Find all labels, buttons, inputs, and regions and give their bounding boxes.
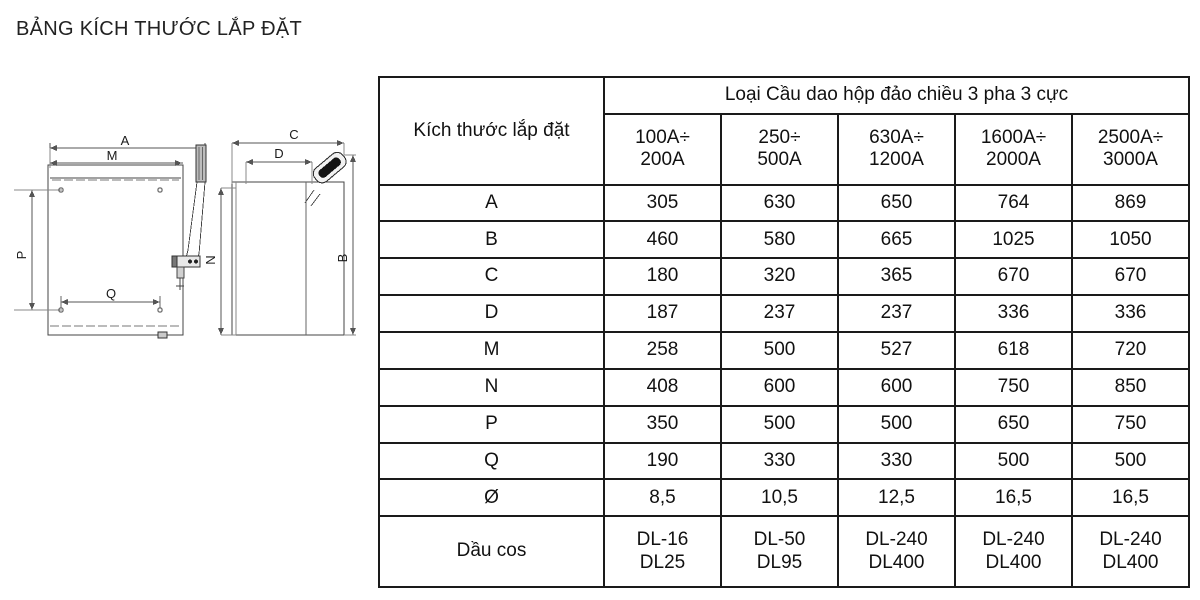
column-header-line2: 3000A (1103, 149, 1158, 171)
column-header-line1: 250÷ (758, 126, 801, 148)
table-row (379, 185, 1189, 222)
table-cell: 408 (604, 369, 721, 406)
cell-line2: DL400 (985, 551, 1042, 573)
column-header-cell (838, 114, 955, 185)
technical-drawings (0, 110, 375, 370)
table-cell: 330 (838, 443, 955, 480)
table-cell: 850 (1072, 369, 1189, 406)
column-header-line2: 2000A (986, 149, 1041, 171)
row-symbol-cell: M (379, 332, 604, 369)
cell-line2: DL400 (868, 551, 925, 573)
dimension-label-q: Q (105, 286, 117, 301)
table-cell: 670 (955, 258, 1072, 295)
table-cell: 237 (721, 295, 838, 332)
cell-line2: DL95 (756, 551, 803, 573)
table-cell: 336 (955, 295, 1072, 332)
table-cell: 665 (838, 221, 955, 258)
dimension-label-m: M (106, 148, 118, 163)
cell-line1: DL-16 (636, 529, 689, 551)
table-row (379, 258, 1189, 295)
front-view-drawing (14, 143, 206, 338)
table-cell: 330 (721, 443, 838, 480)
table-cell: 750 (955, 369, 1072, 406)
table-cell: 600 (838, 369, 955, 406)
table-cell: 650 (955, 406, 1072, 443)
cell-line2: DL400 (1102, 551, 1159, 573)
row-symbol-cell: N (379, 369, 604, 406)
column-header-line2: 200A (640, 149, 685, 171)
dimension-label-d: D (274, 146, 284, 161)
table-cell: 8,5 (604, 479, 721, 516)
dimension-label-b: B (335, 253, 350, 263)
row-symbol-cell: Dầu cos (379, 516, 604, 587)
column-header-line1: 630A÷ (869, 126, 924, 148)
dimension-label-n: N (203, 255, 218, 265)
table-cell (1072, 516, 1189, 587)
side-view-drawing (218, 140, 356, 335)
table-cell: 500 (955, 443, 1072, 480)
column-header-line2: 1200A (869, 149, 924, 171)
column-header-line2: 500A (757, 149, 802, 171)
table-cell: 618 (955, 332, 1072, 369)
table-cell: 305 (604, 185, 721, 222)
column-header-cell (1072, 114, 1189, 185)
table-row (379, 332, 1189, 369)
dimension-label-c: C (289, 127, 299, 142)
table-cell: 16,5 (1072, 479, 1189, 516)
table-cell: 187 (604, 295, 721, 332)
table-cell: 16,5 (955, 479, 1072, 516)
table-cell: 650 (838, 185, 955, 222)
table-cell (721, 516, 838, 587)
table-cell: 180 (604, 258, 721, 295)
table-cell: 190 (604, 443, 721, 480)
table-row-dau-cos (379, 516, 1189, 587)
drawings-svg (0, 110, 375, 370)
corner-label-cell: Kích thước lắp đặt (379, 77, 604, 185)
table-cell: 750 (1072, 406, 1189, 443)
column-header-line1: 1600A÷ (980, 126, 1047, 148)
spec-table-container (378, 76, 1190, 588)
table-cell: 580 (721, 221, 838, 258)
table-cell: 320 (721, 258, 838, 295)
table-row (379, 369, 1189, 406)
table-cell: 500 (721, 332, 838, 369)
table-cell: 460 (604, 221, 721, 258)
row-symbol-cell: P (379, 406, 604, 443)
table-cell: 720 (1072, 332, 1189, 369)
row-symbol-cell: B (379, 221, 604, 258)
table-cell: 869 (1072, 185, 1189, 222)
table-cell: 1050 (1072, 221, 1189, 258)
table-cell: 12,5 (838, 479, 955, 516)
page-title: BẢNG KÍCH THƯỚC LẮP ĐẶT (16, 18, 303, 40)
table-cell: 336 (1072, 295, 1189, 332)
table-header-row-group (379, 77, 1189, 114)
cell-line1: DL-240 (982, 529, 1045, 551)
table-cell: 10,5 (721, 479, 838, 516)
dimension-label-p: P (14, 250, 29, 260)
table-cell: 500 (838, 406, 955, 443)
cell-line2: DL25 (639, 551, 686, 573)
row-symbol-cell: D (379, 295, 604, 332)
table-row (379, 443, 1189, 480)
table-row (379, 406, 1189, 443)
table-cell: 527 (838, 332, 955, 369)
table-cell: 630 (721, 185, 838, 222)
column-header-line1: 2500A÷ (1097, 126, 1164, 148)
table-cell: 764 (955, 185, 1072, 222)
cell-line1: DL-240 (1099, 529, 1162, 551)
table-row (379, 221, 1189, 258)
table-row (379, 295, 1189, 332)
cell-line1: DL-240 (865, 529, 928, 551)
group-header-cell: Loại Cầu dao hộp đảo chiều 3 pha 3 cực (604, 77, 1189, 114)
table-row (379, 479, 1189, 516)
table-cell: 600 (721, 369, 838, 406)
column-header-cell (604, 114, 721, 185)
row-symbol-cell: Q (379, 443, 604, 480)
table-cell (604, 516, 721, 587)
table-cell: 350 (604, 406, 721, 443)
table-cell (838, 516, 955, 587)
table-cell: 365 (838, 258, 955, 295)
row-symbol-cell: C (379, 258, 604, 295)
installation-dimensions-table (378, 76, 1190, 588)
table-cell: 500 (721, 406, 838, 443)
column-header-cell (721, 114, 838, 185)
table-cell: 500 (1072, 443, 1189, 480)
table-cell: 237 (838, 295, 955, 332)
table-cell: 258 (604, 332, 721, 369)
column-header-cell (955, 114, 1072, 185)
cell-line1: DL-50 (753, 529, 806, 551)
table-cell: 1025 (955, 221, 1072, 258)
column-header-line1: 100A÷ (635, 126, 690, 148)
row-symbol-cell: Ø (379, 479, 604, 516)
row-symbol-cell: A (379, 185, 604, 222)
table-cell (955, 516, 1072, 587)
dimension-label-a: A (120, 133, 130, 148)
table-cell: 670 (1072, 258, 1189, 295)
